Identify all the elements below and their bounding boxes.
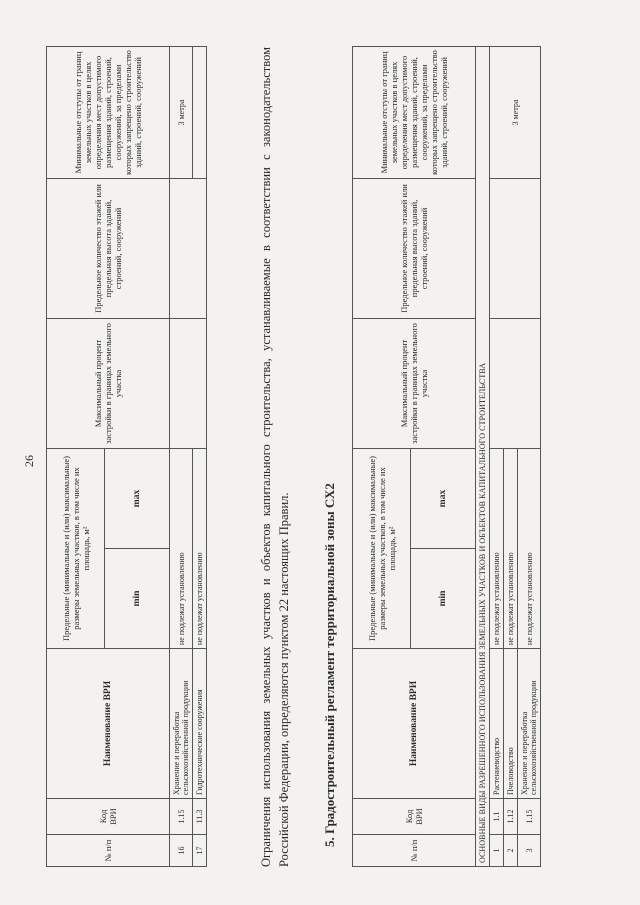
row-name: Гидротехнические сооружения [193,649,207,799]
col-header-floors: Предельное количество этажей или предельная высота зданий, строений, сооружений [47,178,170,318]
row-setback [193,46,207,178]
col-header-floors: Предельное количество этажей или предельная высота зданий, строений, сооружений [353,178,476,318]
col-header-min: min [411,549,476,649]
row-floors [170,178,207,318]
col-header-num: № п/п [353,835,476,867]
row-code: 1.15 [170,799,193,835]
table-section-row [476,46,490,866]
section-heading: 5. Градостроительный регламент территориальной зоны СХ2 [322,483,337,847]
table-zone-continued [46,46,207,867]
row-size: не подлежат установлению [518,448,541,648]
restrictions-paragraph: Ограничения использования земельных участков и объектов капитального строительства, устанавливаемые в соответствии с законодательством Российской Федерации, определяются пунктом 22 настоящих Правил. [259,47,291,867]
row-name: Пчеловодство [504,649,518,799]
row-code: 11.3 [193,799,207,835]
col-header-max: max [105,448,170,548]
row-code: 1.12 [504,799,518,835]
row-percent [490,318,541,448]
table-header-row [353,46,411,866]
col-header-name: Наименование ВРИ [353,649,476,799]
row-percent [170,318,207,448]
row-name: Хранение и переработка сельскохозяйственной продукции [170,649,193,799]
row-code: 1.15 [518,799,541,835]
row-setback: 3 метра [490,46,541,178]
col-header-max: max [411,448,476,548]
col-header-percent: Максимальный процент застройки в границах земельного участка [353,318,476,448]
row-name: Хранение и переработка сельскохозяйственной продукции [518,649,541,799]
row-floors [490,178,541,318]
row-size: не подлежат установлению [490,448,504,648]
col-header-name: Наименование ВРИ [47,649,170,799]
page-number: 26 [22,455,36,467]
col-header-min: min [105,549,170,649]
table-row [170,46,193,866]
section-label: ОСНОВНЫЕ ВИДЫ РАЗРЕШЕННОГО ИСПОЛЬЗОВАНИЯ ЗЕМЕЛЬНЫХ УЧАСТКОВ И ОБЪЕКТОВ КАПИТАЛЬНОГО СТРОИТЕЛЬСТВА [476,46,490,866]
col-header-code: Код ВРИ [47,799,170,835]
row-code: 1.1 [490,799,504,835]
col-header-setback: Минимальные отступы от границ земельных участков в целях определения мест допустимого размещения зданий, строений, сооружений, за пределами которых запрещено строительство зданий, строений, сооружений [47,46,170,178]
col-header-setback: Минимальные отступы от границ земельных участков в целях определения мест допустимого размещения зданий, строений, сооружений, за пределами которых запрещено строительство зданий, строений, сооружений [353,46,476,178]
col-header-percent: Максимальный процент застройки в границах земельного участка [47,318,170,448]
row-num: 1 [490,835,504,867]
row-num: 16 [170,835,193,867]
table-zone-sx2 [352,46,541,867]
table-row [193,46,207,866]
row-size: не подлежат установлению [504,448,518,648]
row-setback: 3 метра [170,46,193,178]
row-size: не подлежат установлению [170,448,193,648]
document-page [22,37,622,877]
row-num: 2 [504,835,518,867]
col-header-sizes: Предельные (минимальные и (или) максимальные) размеры земельных участков, в том числе их площадь, м² [47,448,105,648]
table-header-row [47,46,105,866]
col-header-code: Код ВРИ [353,799,476,835]
row-name: Растениеводство [490,649,504,799]
col-header-sizes: Предельные (минимальные и (или) максимальные) размеры земельных участков, в том числе их площадь, м² [353,448,411,648]
row-num: 17 [193,835,207,867]
row-num: 3 [518,835,541,867]
row-size: не подлежат установлению [193,448,207,648]
table-row [490,46,504,866]
col-header-num: № п/п [47,835,170,867]
